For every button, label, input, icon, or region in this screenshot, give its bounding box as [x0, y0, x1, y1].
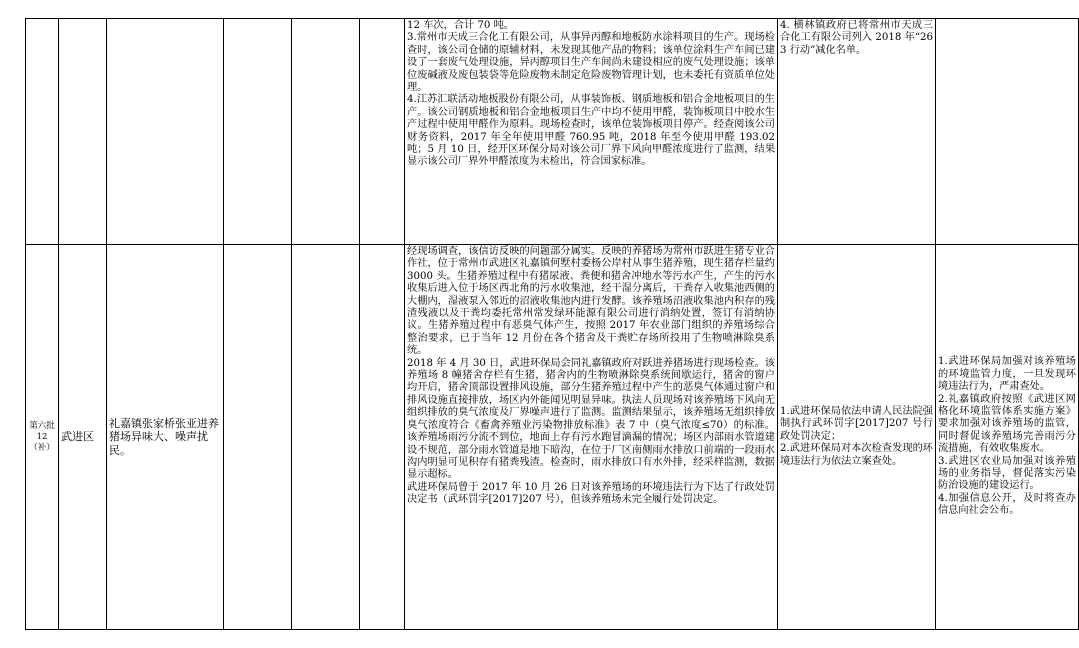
empty-cell [224, 245, 292, 630]
empty-cell [360, 245, 405, 630]
findings-paragraph: 经现场调查，该信访反映的问题部分属实。反映的养猪场为常州市跃进生猪专业合作社，位于常州市武进区礼嘉镇何墅村委杨公岸村从事生猪养殖，现生猪存栏量约 3000 头。生猪养殖过程中有猪尿液、粪便和猪舍冲地水等污水产生，产生的污水收集后进入位于场区西北角的污水收集池，经干湿分离后，干粪存入收集池西侧的大棚内，湿液泵入邻近的沼液收集池内进行发酵。该养殖场沼液收集池内积存的残渣残液以及干粪均委托常州常发绿环能源有限公司进行消纳处置，签订有消纳协议。生猪养殖过程中有恶臭气体产生，按照 2017 年农业部门组织的养殖场综合整治要求，已于当年 12 月份在各个猪舍及干粪贮存场所投用了生物喷淋除臭系统。 [407, 246, 779, 357]
batch-cell: 第六批 12（补） [26, 245, 59, 630]
findings-cell [405, 245, 778, 630]
district-cell [59, 19, 107, 245]
rectification-paragraph: 3.武进区农业局加强对该养殖场的业务指导，督促落实污染防治设施的建设运行。 [938, 455, 1076, 492]
complaint-cell: 礼嘉镇张家桥张亚进养猪场异味大、噪声扰民。 [107, 245, 224, 630]
empty-cell [292, 19, 360, 245]
handling-paragraph: 1.武进环保局依法申请人民法院强制执行武环罚字[2017]207 号行政处罚决定； [780, 405, 933, 442]
findings-paragraph: 4.江苏汇联活动地板股份有限公司，从事装饰板、钢质地板和铝合金地板项目的生产。该公司钢质地板和铝合金地板项目生产中均不使用甲醛，装饰板项目中胶水生产过程中使用甲醛作为原料。现场检查时，该单位装饰板项目停产。经查阅该公司财务资料，2017 年全年使用甲醛 760.95 吨，2018 年至今使用甲醛 193.02 吨；5 月 10 日，经开区环保分局对该公司厂界下风向甲醛浓度进行了监测，结果显示该公司厂界外甲醛浓度为未检出，符合国家标准。 [407, 94, 779, 168]
rectification-paragraph: 4.加强信息公开，及时将查办信息向社会公布。 [938, 492, 1076, 517]
handling-cell [778, 245, 936, 630]
table-row [26, 245, 1079, 630]
table-row [26, 19, 1079, 245]
complaint-cell [107, 19, 224, 245]
rectification-paragraph: 2.礼嘉镇政府按照《武进区网格化环境监管体系实施方案》要求加强对该养殖场的监管，同时督促该养殖场完善雨污分流措施，有效收集废水。 [938, 393, 1076, 455]
district-cell: 武进区 [59, 245, 107, 630]
findings-cell [405, 19, 778, 245]
rectification-cell [936, 245, 1079, 630]
handling-paragraph: 4. 横林镇政府已将常州市天成三合化工有限公司列入 2018 年“263 行动”减化名单。 [780, 20, 933, 56]
handling-cell [778, 19, 936, 245]
rectification-paragraph: 1.武进环保局加强对该养殖场的环境监管力度，一旦发现环境违法行为，严肃查处。 [938, 356, 1076, 393]
empty-cell [292, 245, 360, 630]
petition-handling-table [25, 18, 1079, 630]
batch-cell [26, 19, 59, 245]
findings-paragraph: 2018 年 4 月 30 日，武进环保局会同礼嘉镇政府对跃进养猪场进行现场检查。该养殖场 8 幢猪舍存栏有生猪，猪舍内的生物喷淋除臭系统间歇运行，猪舍的窗户均开启，猪舍顶部设置排风设施，部分生猪养殖过程中产生的恶臭气体通过窗户和排风设施直接排放，场区内外能闻见明显异味。执法人员现场对该养殖场下风向无组织排放的臭气浓度及厂界噪声进行了监测。监测结果显示，该养殖场无组织排放臭气浓度符合《畜禽养殖业污染物排放标准》表 7 中（臭气浓度≤70）的标准。该养殖场雨污分流不到位，地面上存有污水跑冒滴漏的情况；场区内部雨水管道建设不规范，部分雨水管道是地下暗沟，在位于厂区南侧雨水排放口前端的一段雨水沟内明显可见积存有猪粪残渣。检查时，雨水排放口有水外排，经采样监测，数据显示超标。 [407, 357, 775, 481]
findings-paragraph: 3.常州市天成三合化工有限公司，从事异丙醇和地板防水涂料项目的生产。现场检查时，该公司仓储的原辅材料，未发现其他产品的物料；该单位涂料生产车间已建设了一套废气处理设施，异丙醇项目生产车间尚未建设相应的废气处理设施；该单位废碱液及废包装袋等危险废物未制定危险废物管理计划，也未委托有资质单位处理。 [407, 32, 775, 94]
empty-cell [224, 19, 292, 245]
empty-cell [360, 19, 405, 245]
handling-paragraph: 2.武进环保局对本次检查发现的环境违法行为依法立案查处。 [780, 443, 933, 467]
findings-paragraph: 武进环保局曾于 2017 年 10 月 26 日对该养殖场的环境违法行为下达了行政处罚决定书（武环罚字[2017]207 号），但该养殖场未完全履行处罚决定。 [407, 481, 775, 506]
findings-paragraph: 12 车次，合计 70 吨。 [407, 20, 514, 31]
rectification-cell [936, 19, 1079, 245]
